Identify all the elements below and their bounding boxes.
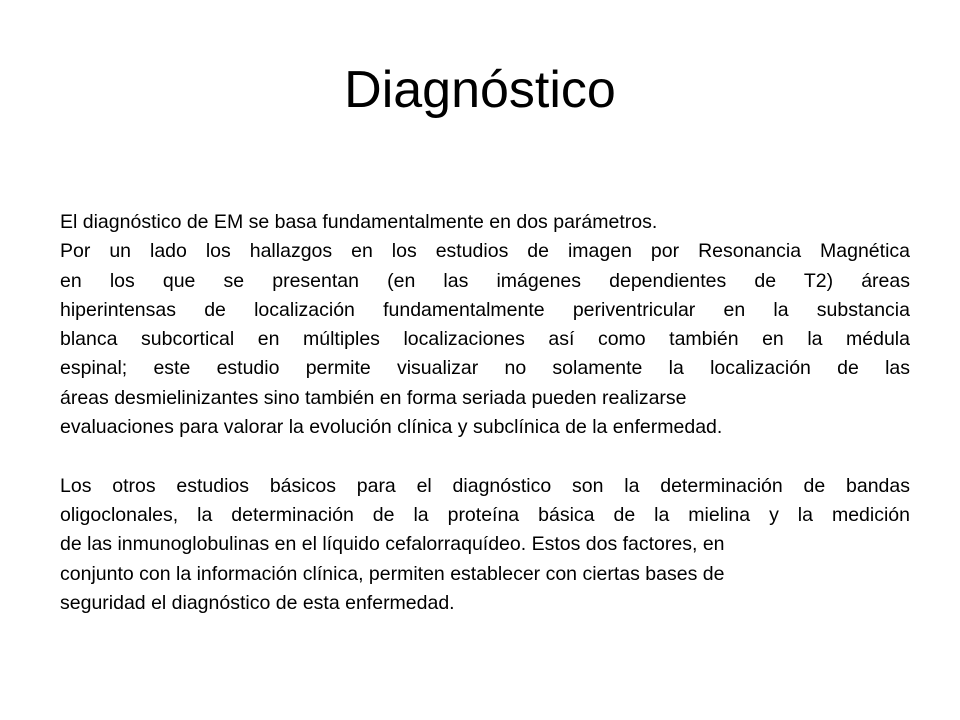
paragraph-spacer — [60, 442, 910, 471]
paragraph-2 — [60, 472, 910, 618]
paragraph-1 — [60, 208, 910, 442]
paragraph-line: seguridad el diagnóstico de esta enfermedad. — [60, 591, 455, 614]
paragraph-line: en los que se presentan (en las imágenes dependientes de T2) áreas — [60, 269, 910, 292]
paragraph-line: de las inmunoglobulinas en el líquido cefalorraquídeo. Estos dos factores, en — [60, 533, 725, 556]
paragraph-line: espinal; este estudio permite visualizar no solamente la localización de las — [60, 357, 910, 380]
paragraph-line: Por un lado los hallazgos en los estudios de imagen por Resonancia Magnética — [60, 240, 910, 263]
paragraph-line: oligoclonales, la determinación de la proteína básica de la mielina y la medición — [60, 503, 910, 526]
slide-body — [60, 208, 910, 618]
paragraph-line: áreas desmielinizantes sino también en forma seriada pueden realizarse — [60, 386, 687, 409]
paragraph-line: hiperintensas de localización fundamentalmente periventricular en la substancia — [60, 298, 910, 321]
slide-title: Diagnóstico — [344, 61, 616, 119]
paragraph-line: Los otros estudios básicos para el diagnóstico son la determinación de bandas — [60, 474, 910, 497]
paragraph-line: El diagnóstico de EM se basa fundamentalmente en dos parámetros. — [60, 211, 658, 233]
paragraph-line: conjunto con la información clínica, permiten establecer con ciertas bases de — [60, 562, 725, 585]
paragraph-line: evaluaciones para valorar la evolución clínica y subclínica de la enfermedad. — [60, 416, 723, 439]
paragraph-line: blanca subcortical en múltiples localizaciones así como también en la médula — [60, 328, 910, 351]
